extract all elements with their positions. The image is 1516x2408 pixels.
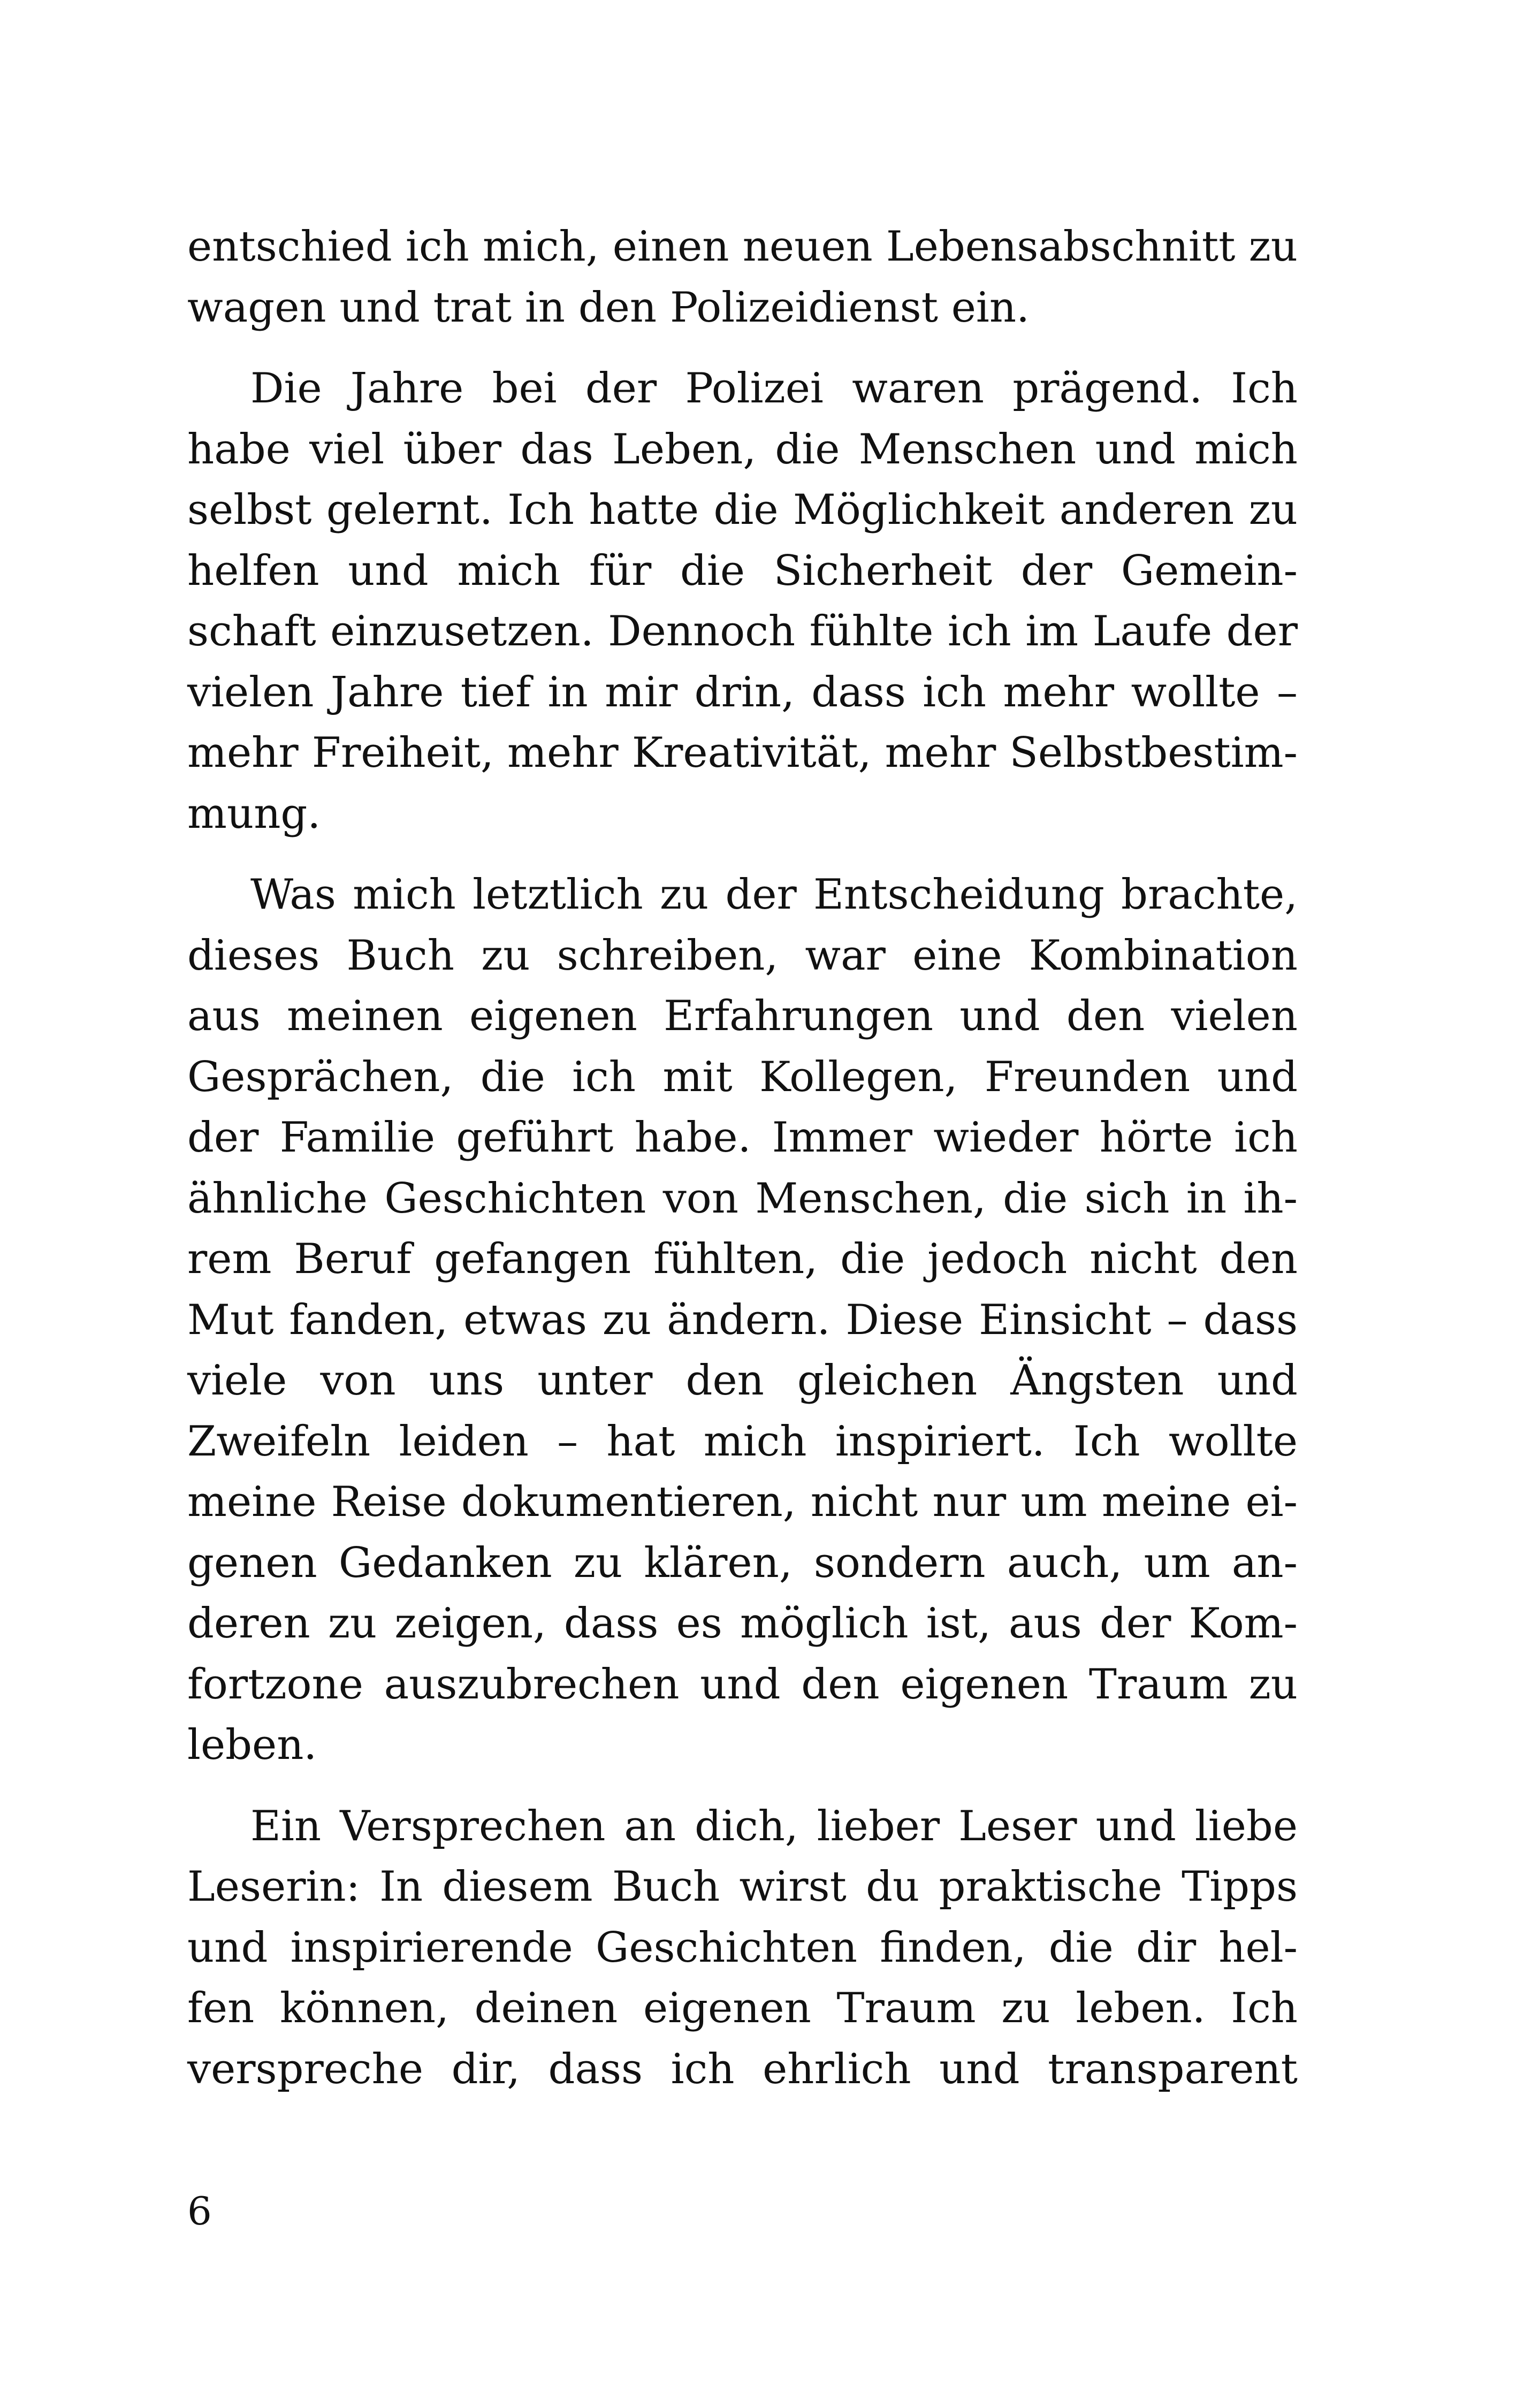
text-line: mehr Freiheit, mehr Kreativität, mehr Selbstbestim- xyxy=(187,729,1298,777)
text-line: fen können, deinen eigenen Traum zu leben. Ich xyxy=(187,1984,1298,2032)
paragraph xyxy=(187,865,1298,1776)
text-line: rem Beruf gefangen fühlten, die jedoch nicht den xyxy=(187,1235,1298,1283)
text-line: Mut fanden, etwas zu ändern. Diese Einsicht – dass xyxy=(187,1296,1298,1344)
text-line: leben. xyxy=(187,1721,317,1769)
text-line: deren zu zeigen, dass es möglich ist, aus der Kom- xyxy=(187,1599,1298,1648)
text-line: mung. xyxy=(187,789,321,838)
text-line: entschied ich mich, einen neuen Lebensabschnitt zu xyxy=(187,223,1298,271)
text-line: verspreche dir, dass ich ehrlich und transparent xyxy=(187,2045,1298,2093)
text-line: aus meinen eigenen Erfahrungen und den vielen xyxy=(187,992,1298,1040)
paragraph xyxy=(187,217,1298,338)
text-line: Die Jahre bei der Polizei waren prägend. Ich xyxy=(250,364,1298,413)
body-text xyxy=(187,217,1298,2100)
text-line: habe viel über das Leben, die Menschen und mich xyxy=(187,425,1298,474)
text-line: helfen und mich für die Sicherheit der Gemein- xyxy=(187,546,1298,595)
text-line: genen Gedanken zu klären, sondern auch, um an- xyxy=(187,1538,1298,1587)
text-line: ähnliche Geschichten von Menschen, die sich in ih- xyxy=(187,1174,1298,1223)
text-line: Gesprächen, die ich mit Kollegen, Freunden und xyxy=(187,1053,1298,1101)
text-line: und inspirierende Geschichten finden, die dir hel- xyxy=(187,1923,1298,1972)
text-line: der Familie geführt habe. Immer wieder hörte ich xyxy=(187,1114,1298,1162)
text-line: schaft einzusetzen. Dennoch fühlte ich im Laufe der xyxy=(187,607,1298,656)
page-number: 6 xyxy=(187,2189,212,2234)
text-line: selbst gelernt. Ich hatte die Möglichkeit anderen zu xyxy=(187,486,1298,534)
text-line: meine Reise dokumentieren, nicht nur um meine ei- xyxy=(187,1478,1298,1526)
text-line: Zweifeln leiden – hat mich inspiriert. Ich wollte xyxy=(187,1417,1298,1466)
text-line: fortzone auszubrechen und den eigenen Traum zu xyxy=(187,1660,1298,1709)
text-line: Was mich letztlich zu der Entscheidung brachte, xyxy=(250,871,1298,919)
text-line: Ein Versprechen an dich, lieber Leser und liebe xyxy=(250,1802,1298,1850)
paragraph xyxy=(187,1796,1298,2100)
text-line: wagen und trat in den Polizeidienst ein. xyxy=(187,283,1030,332)
text-line: viele von uns unter den gleichen Ängsten und xyxy=(187,1357,1298,1405)
text-line: dieses Buch zu schreiben, war eine Kombination xyxy=(187,931,1298,980)
text-line: Leserin: In diesem Buch wirst du praktische Tipps xyxy=(187,1863,1298,1911)
paragraph xyxy=(187,359,1298,844)
text-line: vielen Jahre tief in mir drin, dass ich mehr wollte – xyxy=(187,668,1298,717)
